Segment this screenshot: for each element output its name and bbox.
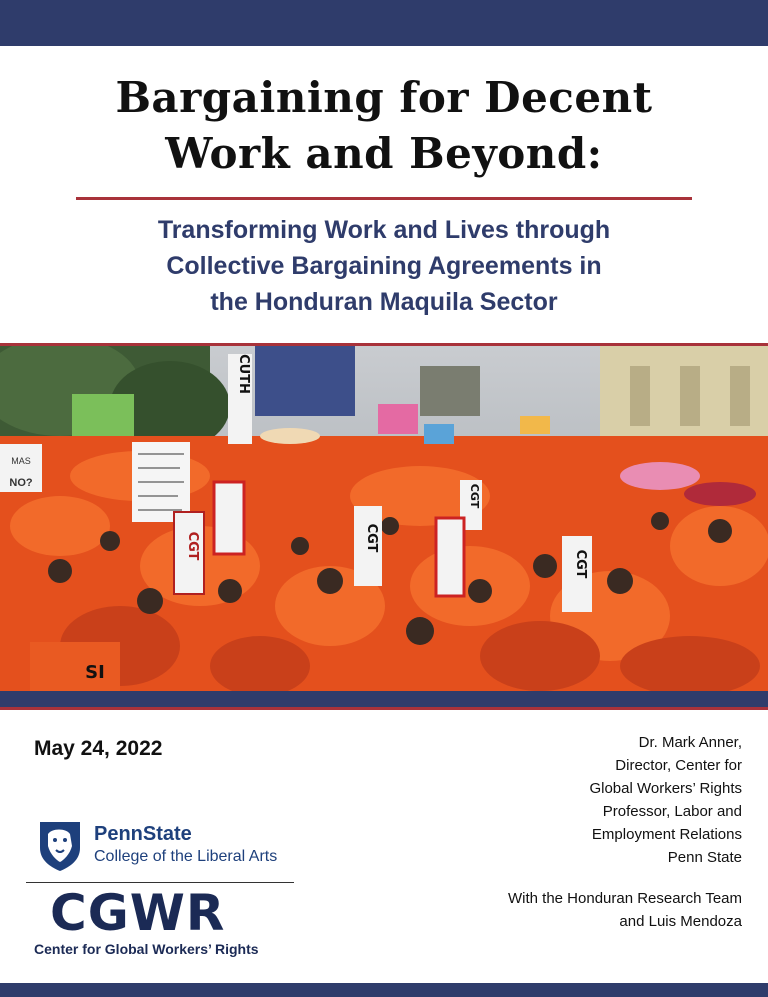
logo-divider (26, 882, 294, 883)
author-line: Director, Center for (615, 757, 742, 774)
report-title (0, 70, 768, 182)
photo-bottom-rule (0, 707, 768, 710)
author-line: Employment Relations (591, 826, 742, 843)
college-name: College of the Liberal Arts (94, 848, 278, 865)
penn-state-logo (38, 820, 308, 876)
bottom-color-band (0, 983, 768, 997)
top-color-band (0, 0, 768, 46)
penn-state-wordmark: PennState (94, 823, 192, 845)
publication-date: May 24, 2022 (34, 737, 163, 760)
sign-si: SI (85, 662, 105, 683)
protest-photo-illustration (0, 346, 768, 691)
subtitle-line-3: the Honduran Maquila Sector (210, 288, 558, 316)
svg-text:MAS: MAS (11, 456, 31, 466)
sign-cuth: CUTH (236, 354, 251, 394)
author-block (442, 731, 742, 869)
subtitle-line-2: Collective Bargaining Agreements in (166, 252, 602, 280)
nittany-lion-shield-icon (38, 820, 82, 872)
cgwr-logo: CGWR (50, 884, 226, 942)
sign-cgt-4: CGT (573, 549, 588, 579)
research-team-block (442, 887, 742, 933)
author-line: Global Workers’ Rights (589, 780, 742, 797)
sign-cgt-1: CGT (185, 531, 200, 561)
protest-photo (0, 346, 768, 691)
title-divider (76, 197, 692, 200)
subtitle-line-1: Transforming Work and Lives through (157, 216, 611, 244)
photo-bottom-band (0, 691, 768, 707)
cgwr-full-name: Center for Global Workers’ Rights (34, 941, 259, 957)
team-line: With the Honduran Research Team (507, 890, 742, 907)
sign-no: NO? (9, 477, 33, 489)
team-line: and Luis Mendoza (619, 913, 742, 930)
author-line: Dr. Mark Anner, (638, 734, 742, 751)
sign-cgt-2: CGT (364, 523, 379, 553)
author-line: Penn State (667, 849, 742, 866)
sign-cgt-3: CGT (468, 483, 481, 509)
title-line-2: Work and Beyond: (165, 129, 603, 178)
author-line: Professor, Labor and (602, 803, 742, 820)
report-subtitle (0, 212, 768, 320)
title-line-1: Bargaining for Decent (115, 73, 653, 122)
